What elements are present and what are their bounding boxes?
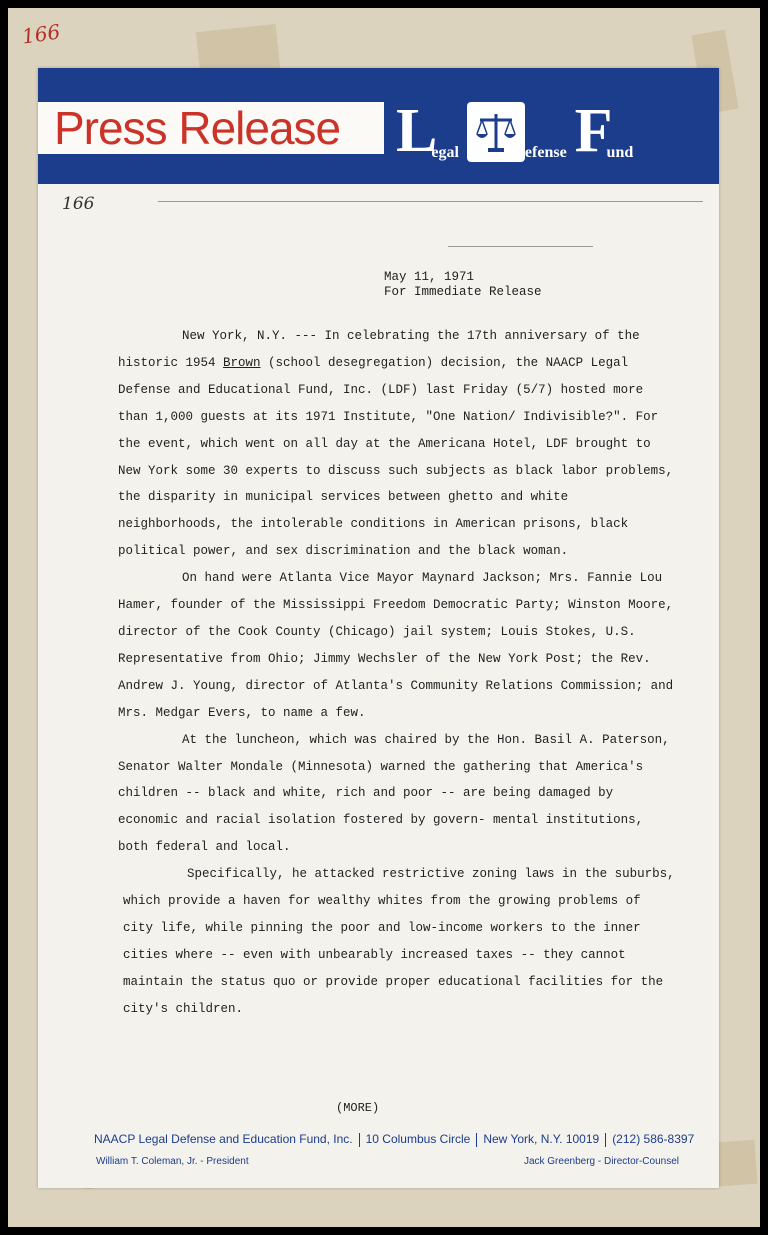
press-release-title: Press Release <box>54 102 341 154</box>
scales-icon-svg <box>474 110 518 154</box>
footer-city: New York, N.Y. 10019 <box>483 1132 600 1146</box>
body-text <box>118 323 678 1023</box>
footer-address: 10 Columbus Circle <box>365 1132 471 1146</box>
ldf-word-und: und <box>606 144 634 161</box>
handwritten-number: 166 <box>62 194 95 214</box>
p1-text-end: (school desegregation) decision, the NAACP Legal Defense and Educational Fund, Inc. (LDF) last Friday (5/7) hosted more than 1,000 guests at its 1971 Institute, "One Nation/ Indivisible?". For the event, which went on all day at the Americana Hotel, LDF brought to New York some 30 experts to discuss such subjects as black labor problems, the disparity in municipal services between ghetto and white neighborhoods, the intolerable conditions in American prisons, black political power, and sex discrimination and the black woman. <box>118 355 674 559</box>
footer-counsel: Jack Greenberg - Director-Counsel <box>523 1156 679 1167</box>
paragraph-1 <box>118 323 678 565</box>
footer-separator <box>359 1133 360 1147</box>
case-name-brown: Brown <box>223 355 261 370</box>
p1-text-start: New York, N.Y. --- In celebrating the 17th anniversary of the historic 1954 <box>118 329 640 370</box>
footer-address-line <box>94 1132 694 1147</box>
footer-separator <box>476 1133 477 1147</box>
paragraph-2: On hand were Atlanta Vice Mayor Maynard Jackson; Mrs. Fannie Lou Hamer, founder of the Mississippi Freedom Democratic Party; Winston Moore, director of the Cook County (Chicago) jail system; Louis Stokes, U.S. Representative from Ohio; Jimmy Wechsler of the New York Post; the Rev. Andrew J. Young, director of Atlanta's Community Relations Commission; and Mrs. Medgar Evers, to name a few. <box>118 571 674 720</box>
press-release-box <box>38 102 384 154</box>
corner-page-number: 166 <box>20 19 62 49</box>
paragraph-4: Specifically, he attacked restrictive zoning laws in the suburbs, which provide a haven for wealthy whites from the growing problems of city life, while pinning the poor and low-income workers to the inner cities where -- even with unbearably increased taxes -- they cannot maintain the status quo or provide proper educational facilities for the city's children. <box>123 867 675 1016</box>
footer-phone: (212) 586-8397 <box>612 1132 695 1146</box>
footer-separator <box>605 1133 606 1147</box>
release-date: May 11, 1971 <box>384 270 475 284</box>
paragraph-3: At the luncheon, which was chaired by the Hon. Basil A. Paterson, Senator Walter Mondale (Minnesota) warned the gathering that America's children -- black and white, rich and poor -- are being damaged by economic and racial isolation fostered by govern- mental institutions, both federal and local. <box>118 732 670 855</box>
scales-of-justice-icon <box>467 102 525 162</box>
footer-president: William T. Coleman, Jr. - President <box>96 1156 249 1167</box>
ldf-word-efense: efense <box>524 144 567 161</box>
press-release-page <box>38 68 719 1188</box>
release-note: For Immediate Release <box>384 285 542 299</box>
ldf-logo <box>396 92 641 165</box>
ldf-word-egal: egal <box>431 144 459 161</box>
dateline <box>384 270 542 300</box>
footer-org: NAACP Legal Defense and Education Fund, Inc. <box>94 1132 353 1146</box>
more-marker: (MORE) <box>336 1101 380 1115</box>
header-banner <box>38 68 719 184</box>
ldf-letter-f: F <box>574 97 613 165</box>
divider-line-short <box>448 246 593 247</box>
divider-line <box>158 201 703 202</box>
ldf-letter-l: L <box>396 97 438 165</box>
